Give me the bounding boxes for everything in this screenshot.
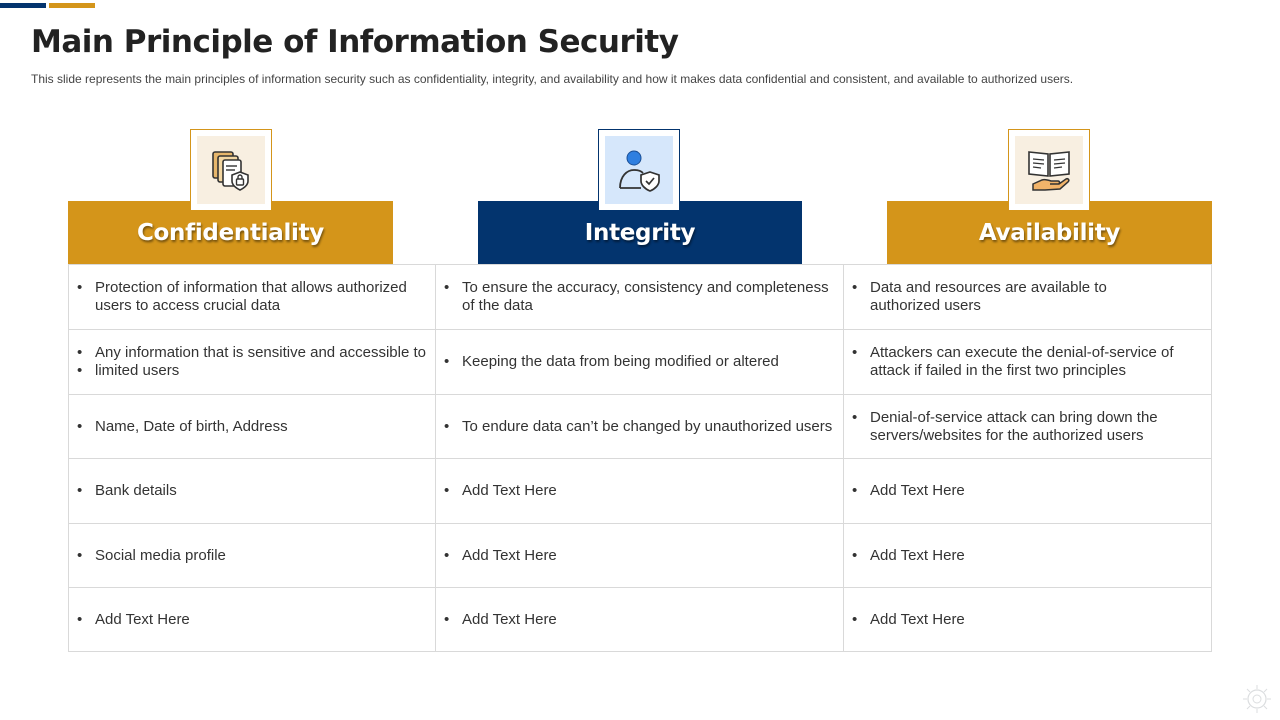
hand-book-icon [1025,146,1073,194]
list-item: • Add Text Here [852,482,965,500]
top-accent-bar-gold [49,3,95,8]
confidentiality-icon-box [190,129,272,211]
table-cell [69,395,436,459]
column-header-availability: Availability [887,201,1212,264]
table-cell [69,588,436,651]
list-item: • Add Text Here [444,611,557,629]
watermark-logo-icon [1242,684,1272,714]
table-cell [69,524,436,588]
table-cell [436,588,844,651]
list-item: • Data and resources are available to authorized users [852,279,1181,315]
list-item: • Add Text Here [444,482,557,500]
table-cell [844,524,1211,588]
list-item: • Bank details [77,482,177,500]
table-cell [844,330,1211,395]
page-title: Main Principle of Information Security [31,24,679,60]
table-cell [844,395,1211,459]
table-cell [69,330,436,395]
column-header-integrity: Integrity [478,201,802,264]
list-item: • Keeping the data from being modified or altered [444,353,779,371]
list-item: • Add Text Here [77,611,190,629]
document-lock-icon [207,146,255,194]
table-cell [69,459,436,524]
user-shield-icon [615,146,663,194]
table-cell [436,265,844,330]
list-item: • limited users [77,362,426,380]
table-cell [69,265,436,330]
page-subtitle: This slide represents the main principles of information security such as confidentiality, integrity, and availability and how it makes data confidential and consistent, and available to authorized users. [31,72,1074,86]
list-item: • Social media profile [77,547,226,565]
availability-icon-box [1008,129,1090,211]
list-item: • Any information that is sensitive and accessible to [77,344,426,362]
table-cell [436,330,844,395]
list-item: • Add Text Here [852,547,965,565]
list-item: • Protection of information that allows authorized users to access crucial data [77,279,427,315]
top-accent-bar-navy [0,3,46,8]
table-cell [844,588,1211,651]
list-item: • To ensure the accuracy, consistency and completeness of the data [444,279,835,315]
table-cell [844,459,1211,524]
list-item: • Add Text Here [444,547,557,565]
table-cell [436,524,844,588]
list-item: • Add Text Here [852,611,965,629]
column-header-confidentiality: Confidentiality [68,201,393,264]
list-item: • Denial-of-service attack can bring down the servers/websites for the authorized users [852,409,1181,445]
integrity-icon-box [598,129,680,211]
list-item: • To endure data can’t be changed by unauthorized users [444,418,832,436]
table-cell [844,265,1211,330]
list-item: • Name, Date of birth, Address [77,418,288,436]
table-cell [436,459,844,524]
principles-table [68,264,1212,652]
list-item: • Attackers can execute the denial-of-service of attack if failed in the first two principles [852,344,1181,380]
table-cell [436,395,844,459]
